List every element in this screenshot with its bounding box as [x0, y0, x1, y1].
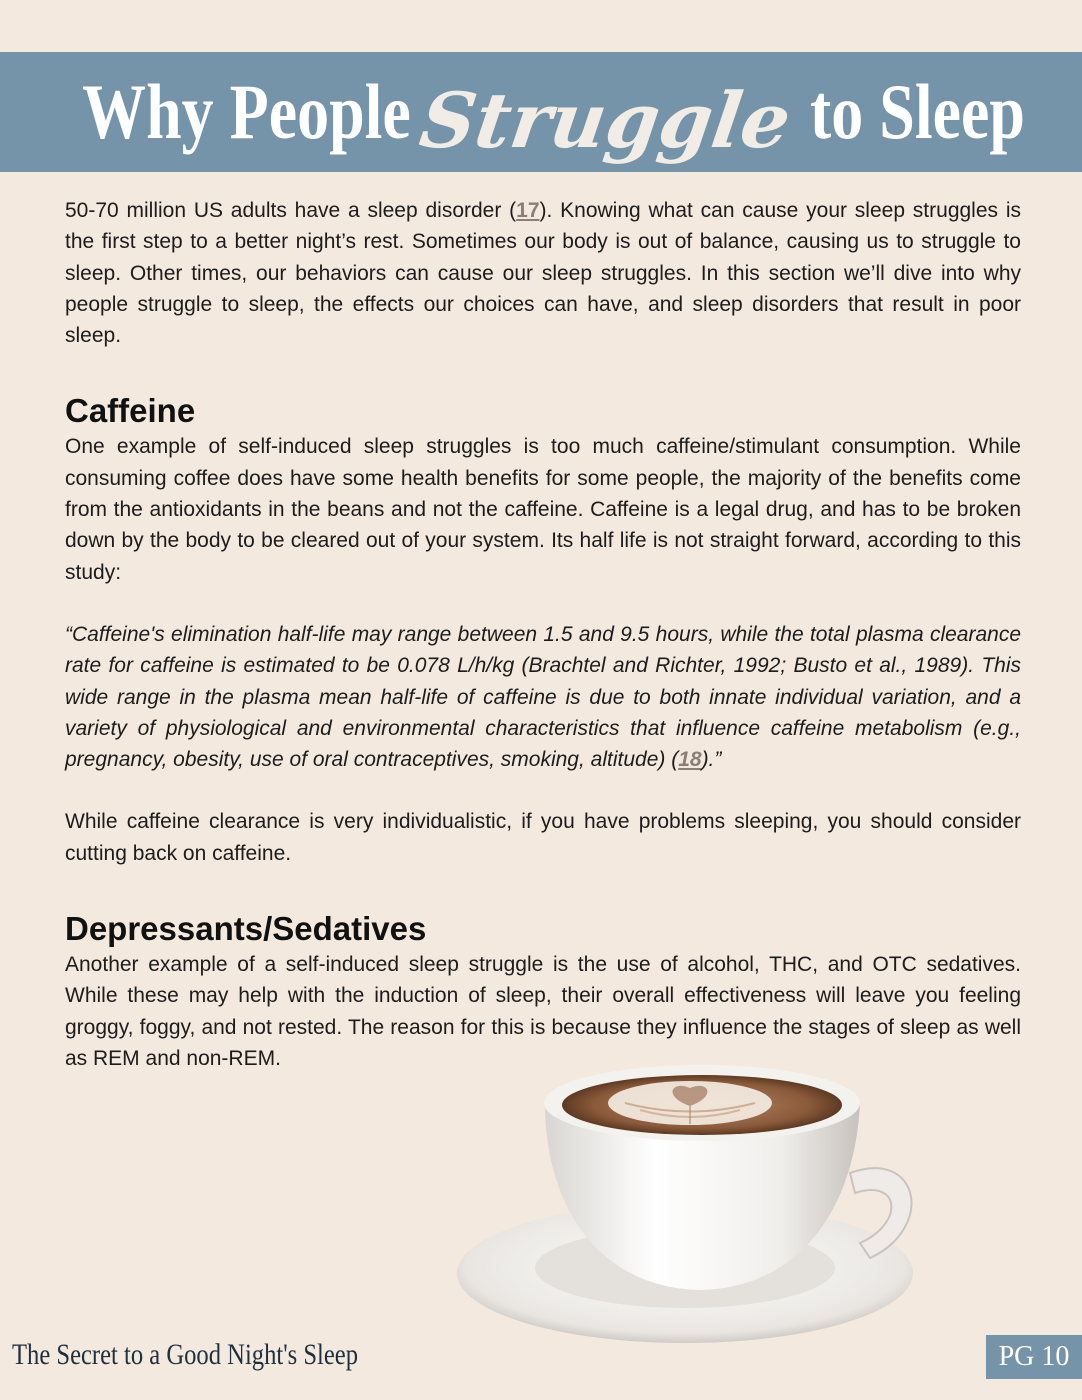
title-part-3: to Sleep — [809, 68, 1025, 155]
main-content — [65, 195, 1021, 1074]
caffeine-paragraph: One example of self-induced sleep struggles is too much caffeine/stimulant consumption. While consuming coffee does have some health benefits for some people, the majority of the benefits come from the antioxidants in the beans and not the caffeine. Caffeine is a legal drug, and has to be broken down by the body to be cleared out of your system. Its half life is not straight forward, according to this study: — [65, 435, 1021, 584]
intro-text-b: ). Knowing what can cause your sleep struggles is the first step to a better night’s rest. Sometimes our body is out of balance, causing us to struggle to sleep. Other times, our behaviors can cause our sleep struggles. In this section we’ll dive into why people struggle to sleep, the effects our choices can have, and sleep disorders that result in poor sleep. — [65, 199, 1021, 348]
reference-link-17[interactable]: 17 — [516, 199, 540, 222]
page-number-badge: PG 10 — [986, 1335, 1082, 1379]
depressants-heading: Depressants/Sedatives — [65, 910, 427, 948]
quote-text-b: ).” — [701, 748, 722, 772]
quote-text-a: “Caffeine's elimination half-life may range between 1.5 and 9.5 hours, while the total plasma clearance rate for caffeine is estimated to be 0.078 L/h/kg (Brachtel and Richter, 1992; Busto et al., 1989). This wide range in the plasma mean half-life of caffeine is due to both innate individual variation, and a variety of physiological and environmental characteristics that influence caffeine metabolism (e.g., pregnancy, obesity, use of oral contraceptives, smoking, altitude) ( — [65, 622, 1021, 772]
caffeine-closing-paragraph: While caffeine clearance is very individualistic, if you have problems sleeping, you should consider cutting back on caffeine. — [65, 810, 1021, 865]
depressants-paragraph: Another example of a self-induced sleep struggle is the use of alcohol, THC, and OTC sedatives. While these may help with the induction of sleep, their overall effectiveness will leave you feeling groggy, foggy, and not rested. The reason for this is because they influence the stages of sleep as well as REM and non-REM. — [65, 953, 1021, 1070]
title-part-2-script: Struggle — [414, 76, 797, 165]
intro-paragraph — [65, 195, 1021, 351]
title-part-1: Why People — [82, 68, 411, 155]
coffee-cup-latte-art-icon — [450, 1058, 920, 1348]
page-title — [0, 52, 1082, 172]
intro-text-a: 50-70 million US adults have a sleep disorder ( — [65, 199, 517, 222]
book-title-footer: The Secret to a Good Night's Sleep — [12, 1338, 359, 1371]
reference-link-18[interactable]: 18 — [678, 748, 702, 772]
study-quote — [65, 619, 1021, 775]
caffeine-heading: Caffeine — [65, 392, 196, 430]
